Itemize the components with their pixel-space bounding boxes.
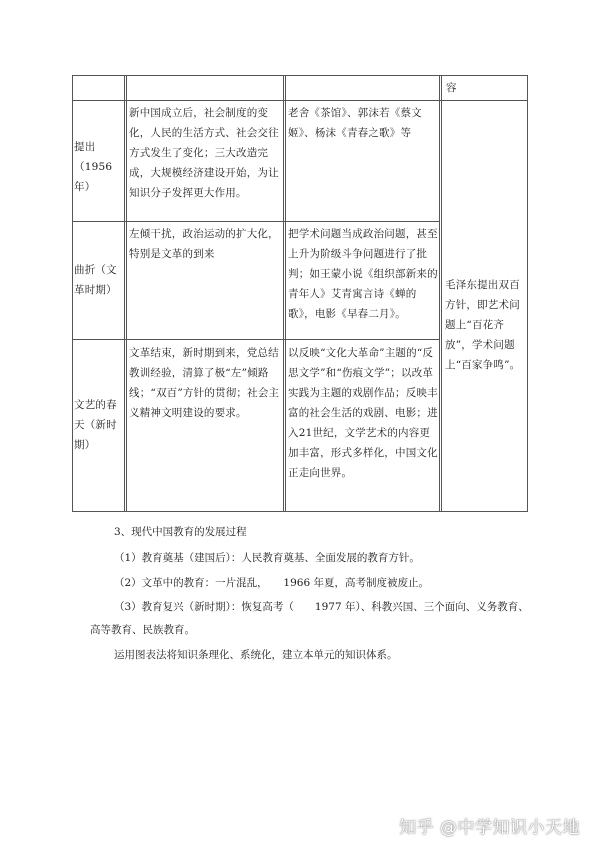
works-cell: 以反映“文化大革命”主题的“反思文学”和“伤痕文学”；以改革实践为主题的戏剧作品；反映丰富的社会生活的戏剧、电影；进入21世纪，文学艺术的内容更加丰富，形式多样化，中国文化正走向世界。 [288, 347, 438, 479]
table-line [72, 75, 73, 512]
section-heading: 3、现代中国教育的发展过程 [114, 526, 247, 538]
table-line [72, 100, 528, 101]
education-item-1: （1）教育奠基（建国后）：人民教育奠基、全面发展的教育方针。 [114, 552, 420, 564]
background-cell: 新中国成立后，社会制度的变化，人民的生活方式、社会交往方式发生了变化；三大改造完成，大规模经济建设开始，为让知识分子发挥更大作用。 [129, 107, 279, 199]
period-cell: 曲折（文革时期） [74, 264, 117, 296]
table-line [72, 511, 528, 512]
works-cell: 把学术问题当成政治问题，甚至上升为阶级斗争问题进行了批判；如王蒙小说《组织部新来的青年人》艾青寓言诗《蝉的歌》，电影《早春二月》。 [288, 228, 438, 320]
table-line [441, 75, 442, 512]
table-line [72, 221, 439, 222]
history-table [72, 75, 528, 512]
table-line [126, 75, 127, 512]
header-cell: 容 [446, 82, 457, 94]
merged-content-cell: 毛泽东提出双百方针，即艺术问题上“百花齐放”，学术问题上“百家争鸣”。 [445, 279, 521, 371]
table-line [72, 339, 439, 340]
table-line [283, 75, 284, 512]
table-line [285, 75, 286, 512]
table-line [527, 75, 528, 512]
table-line [439, 75, 440, 512]
background-cell: 左倾干扰，政治运动的扩大化，特别是文革的到来 [129, 228, 279, 260]
table-line [124, 75, 125, 512]
background-cell: 文革结束，新时期到来，党总结教训经验，清算了极“左”倾路线；“双百”方针的贯彻；社会主义精神文明建设的要求。 [129, 347, 280, 419]
table-line [72, 75, 528, 76]
closing-paragraph: 运用图表法将知识条理化、系统化，建立本单元的知识体系。 [114, 649, 398, 661]
education-item-3-line-1: （3）教育复兴（新时期）：恢复高考（ 1977 年）、科教兴国、三个面向、义务教育、 [114, 601, 529, 613]
education-item-2: （2）文革中的教育：一片混乱， 1966 年夏，高考制度被废止。 [114, 577, 429, 589]
watermark: 知乎 @中学知识小天地 [399, 818, 580, 838]
period-cell: 文艺的春天（新时期） [74, 399, 117, 451]
education-item-3-line-2: 高等教育、民族教育。 [90, 624, 195, 636]
period-cell: 提出（1956年） [74, 141, 113, 193]
works-cell: 老舍《茶馆》、郭沫若《蔡文姬》、杨沫《青春之歌》等 [288, 107, 422, 139]
